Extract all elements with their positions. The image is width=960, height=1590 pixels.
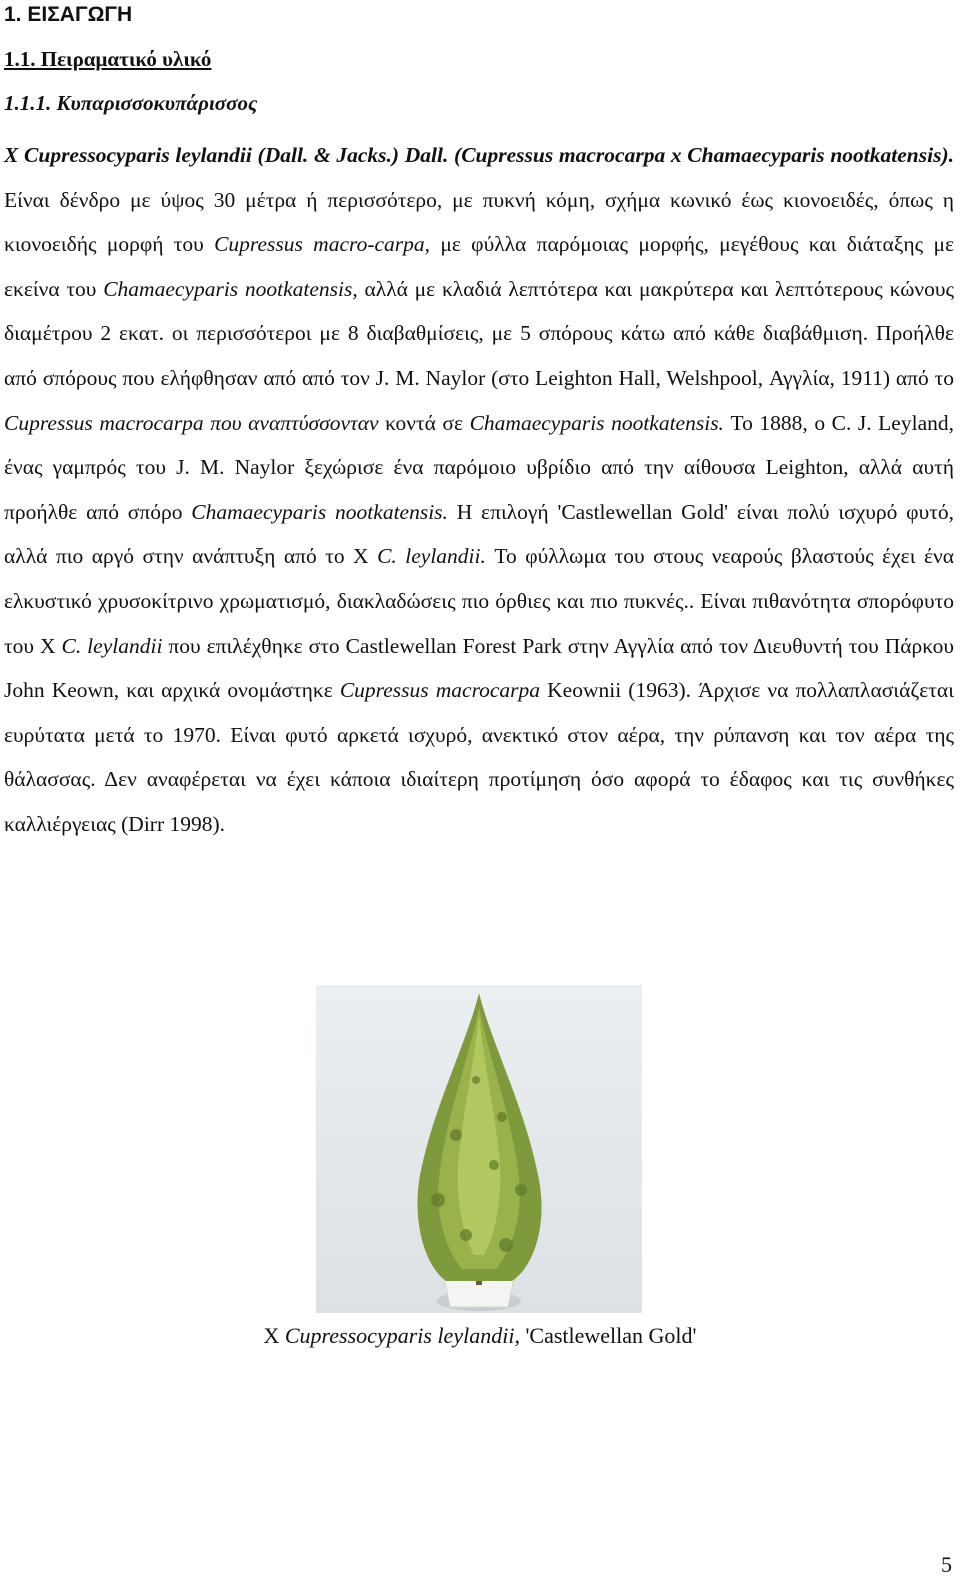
text-run: Η επιλογή 'Castlewellan Gold' είναι πολύ ισχυρό φυτό, αλλά πιο αργό στην ανάπτυξη από το X (4, 499, 954, 569)
text-run: Είναι δένδρο με ύψος 30 μέτρα ή περισσότερο, με πυκνή κόμη, σχήμα κωνικό έως κιονοειδές, όπως η κιονοειδής μορφή του (4, 187, 954, 257)
caption-prefix: X (263, 1323, 285, 1348)
cypress-tree-photo (316, 985, 642, 1313)
text-run: Keownii (1963). Άρχισε να πολλαπλασιάζεται ευρύτατα μετά το 1970. Είναι φυτό αρκετά ισχυρό, ανεκτικό στον αέρα, την ρύπανση και τον αέρα της θάλασσας. Δεν αναφέρεται να έχει κάποια ιδιαίτερη προτίμηση όσο αφορά το έδαφος και τις συνθήκες καλλιέργειας (Dirr 1998). (4, 678, 954, 836)
section-heading: 1. ΕΙΣΑΓΩΓΗ (4, 3, 133, 26)
subsubsection-heading: 1.1.1. Κυπαρισσοκυπάρισσος (4, 91, 258, 115)
italic-run: C. leylandii (61, 633, 163, 658)
body-paragraph (4, 133, 954, 847)
text-run: κοντά σε (378, 410, 470, 435)
figure-caption (0, 1322, 960, 1350)
italic-run: Cupressus macrocarpa (339, 678, 541, 703)
subsection-heading: 1.1. Πειραματικό υλικό (4, 47, 212, 71)
text-run: Το φύλλωμα του στους νεαρούς βλαστούς έχει ένα ελκυστικό χρυσοκίτρινο χρωματισμό, διακλαδώσεις πιο όρθιες και πιο πυκνές.. Είναι πιθανότητα σπορόφυτο του X (4, 544, 954, 658)
text-run: με φύλλα παρόμοιας μορφής, μεγέθους και διάταξης με εκείνα του (4, 232, 954, 301)
italic-run: Chamaecyparis nootkatensis. (469, 410, 724, 435)
species-title: X Cupressocyparis leylandii (Dall. & Jacks.) Dall. (Cupressus macrocarpa x Chamaecyparis nootkatensis). (4, 143, 954, 167)
italic-run: Chamaecyparis nootkatensis. (191, 499, 448, 524)
italic-run: Cupressus macro-carpa, (214, 232, 431, 257)
italic-run: Cupressus macrocarpa που αναπτύσσονταν (4, 410, 379, 435)
italic-run: C. leylandii. (377, 544, 486, 569)
caption-cultivar: , 'Castlewellan Gold' (514, 1323, 697, 1348)
text-run: που επιλέχθηκε στο Castlewellan Forest Park στην Αγγλία από τον Διευθυντή του Πάρκου John Keown, και αρχικά ονομάστηκε (4, 633, 954, 703)
caption-species: Cupressocyparis leylandii (284, 1323, 515, 1348)
page-number: 5 (941, 1552, 952, 1577)
text-run: Το 1888, ο C. J. Leyland, ένας γαμπρός του J. M. Naylor ξεχώρισε ένα παρόμοιο υβρίδιο από την αίθουσα Leighton, αλλά αυτή προήλθε από σπόρο (4, 410, 954, 524)
italic-run: Chamaecyparis nootkatensis, (103, 276, 358, 301)
text-run: αλλά με κλαδιά λεπτότερα και μακρύτερα και λεπτότερους κώνους διαμέτρου 2 εκατ. οι περισσότεροι με 8 διαβαθμίσεις, με 5 σπόρους κάτω από κάθε διαβάθμιση. Προήλθε από σπόρους που ελήφθησαν από από τον J. M. Naylor (στο Leighton Hall, Welshpool, Αγγλία, 1911) από το (4, 276, 954, 390)
